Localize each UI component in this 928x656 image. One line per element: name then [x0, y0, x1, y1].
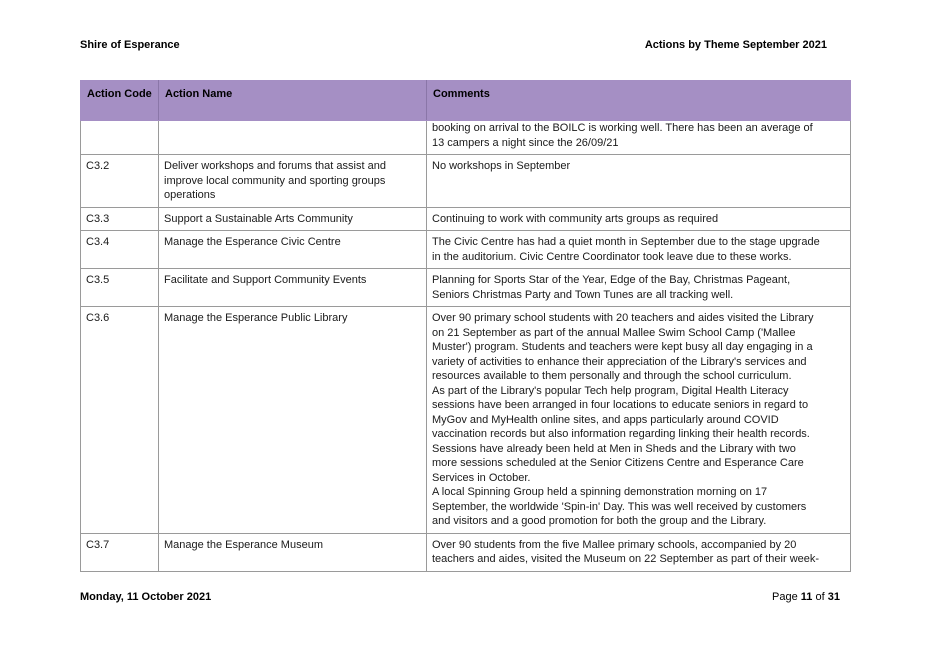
- cell-name: [159, 155, 427, 208]
- cell-code: C3.3: [81, 207, 159, 231]
- name-line: Support a Sustainable Arts Community: [164, 212, 353, 225]
- cell-name: [159, 269, 427, 307]
- table-row: [81, 533, 851, 571]
- table-header-row: [81, 81, 851, 121]
- header-organisation: Shire of Esperance: [80, 39, 180, 51]
- name-line: operations: [164, 189, 216, 201]
- cell-comments: [427, 307, 851, 534]
- actions-table: [80, 80, 851, 572]
- cell-comments: [427, 155, 851, 208]
- comment-line: vaccination records but also information regarding linking their health records.: [432, 428, 810, 440]
- table-body: [81, 121, 851, 572]
- comment-line: Over 90 students from the five Mallee primary schools, accompanied by 20: [432, 538, 797, 551]
- comment-line: booking on arrival to the BOILC is working well. There has been an average of: [432, 122, 813, 134]
- comment-line: and visitors and a good promotion for both the group and the Library.: [432, 515, 767, 527]
- cell-name: [159, 121, 427, 155]
- comment-line: sessions have been arranged in four locations to educate seniors in regard to: [432, 399, 809, 411]
- comment-line: The Civic Centre has had a quiet month in September due to the stage upgrade: [432, 236, 820, 248]
- comment-line: resources available to them personally and through the school curriculum.: [432, 370, 792, 382]
- comment-line: MyGov and MyHealth online sites, and apps particularly around COVID: [432, 413, 779, 426]
- cell-comments: [427, 207, 851, 231]
- comment-line: variety of activities to enhance their appreciation of the Library's services and: [432, 355, 807, 368]
- cell-code: [81, 121, 159, 155]
- cell-code: C3.4: [81, 231, 159, 269]
- comment-line: No workshops in September: [432, 160, 571, 172]
- comment-line: on 21 September as part of the annual Mallee Swim School Camp ('Mallee: [432, 326, 796, 339]
- name-line: Manage the Esperance Public Library: [164, 312, 348, 324]
- name-line: Facilitate and Support Community Events: [164, 274, 367, 286]
- cell-name: [159, 533, 427, 571]
- cell-code: C3.2: [81, 155, 159, 208]
- column-header-action-name: Action Name: [159, 81, 427, 121]
- table-row: [81, 307, 851, 534]
- cell-name: [159, 231, 427, 269]
- cell-comments: [427, 269, 851, 307]
- comment-line: Planning for Sports Star of the Year, Edge of the Bay, Christmas Pageant,: [432, 274, 791, 286]
- comment-line: Seniors Christmas Party and Town Tunes are all tracking well.: [432, 288, 734, 301]
- name-line: Deliver workshops and forums that assist and: [164, 160, 386, 172]
- page-of: of: [815, 591, 825, 603]
- comment-line: Continuing to work with community arts groups as required: [432, 212, 719, 225]
- table-row-continuation: [81, 121, 851, 155]
- header-report-title: Actions by Theme September 2021: [644, 39, 827, 51]
- table-row: [81, 155, 851, 208]
- comment-line: more sessions scheduled at the Senior Citizens Centre and Esperance Care: [432, 457, 804, 469]
- cell-name: [159, 207, 427, 231]
- name-line: Manage the Esperance Museum: [164, 538, 323, 551]
- comment-line: in the auditorium. Civic Centre Coordinator took leave due to these works.: [432, 250, 792, 263]
- table-row: [81, 269, 851, 307]
- comment-line: Sessions have already been held at Men in Sheds and the Library with two: [432, 442, 796, 455]
- comment-line: As part of the Library's popular Tech help program, Digital Health Literacy: [432, 384, 789, 397]
- comment-line: September, the worldwide 'Spin-in' Day. This was well received by customers: [432, 500, 807, 513]
- comment-line: teachers and aides, visited the Museum on 22 September as part of their week-: [432, 553, 820, 565]
- footer-date: Monday, 11 October 2021: [80, 591, 212, 603]
- cell-comments: [427, 121, 851, 155]
- comment-line: A local Spinning Group held a spinning demonstration morning on 17: [432, 486, 768, 498]
- table-row: [81, 207, 851, 231]
- comment-line: Muster') program. Students and teachers were kept busy all day engaging in a: [432, 341, 813, 353]
- cell-name: [159, 307, 427, 534]
- comment-line: Services in October.: [432, 471, 531, 484]
- footer-page-number: [772, 591, 840, 603]
- page-prefix: Page: [772, 591, 798, 603]
- comment-line: Over 90 primary school students with 20 teachers and aides visited the Library: [432, 312, 814, 324]
- column-header-comments: Comments: [427, 81, 851, 121]
- name-line: Manage the Esperance Civic Centre: [164, 236, 341, 248]
- comment-line: 13 campers a night since the 26/09/21: [432, 136, 619, 149]
- page-current: 11: [800, 591, 813, 603]
- column-header-action-code: Action Code: [81, 81, 159, 121]
- cell-code: C3.5: [81, 269, 159, 307]
- cell-code: C3.7: [81, 533, 159, 571]
- cell-code: C3.6: [81, 307, 159, 534]
- cell-comments: [427, 533, 851, 571]
- name-line: improve local community and sporting groups: [164, 174, 386, 187]
- table-row: [81, 231, 851, 269]
- cell-comments: [427, 231, 851, 269]
- page-total: 31: [827, 591, 840, 603]
